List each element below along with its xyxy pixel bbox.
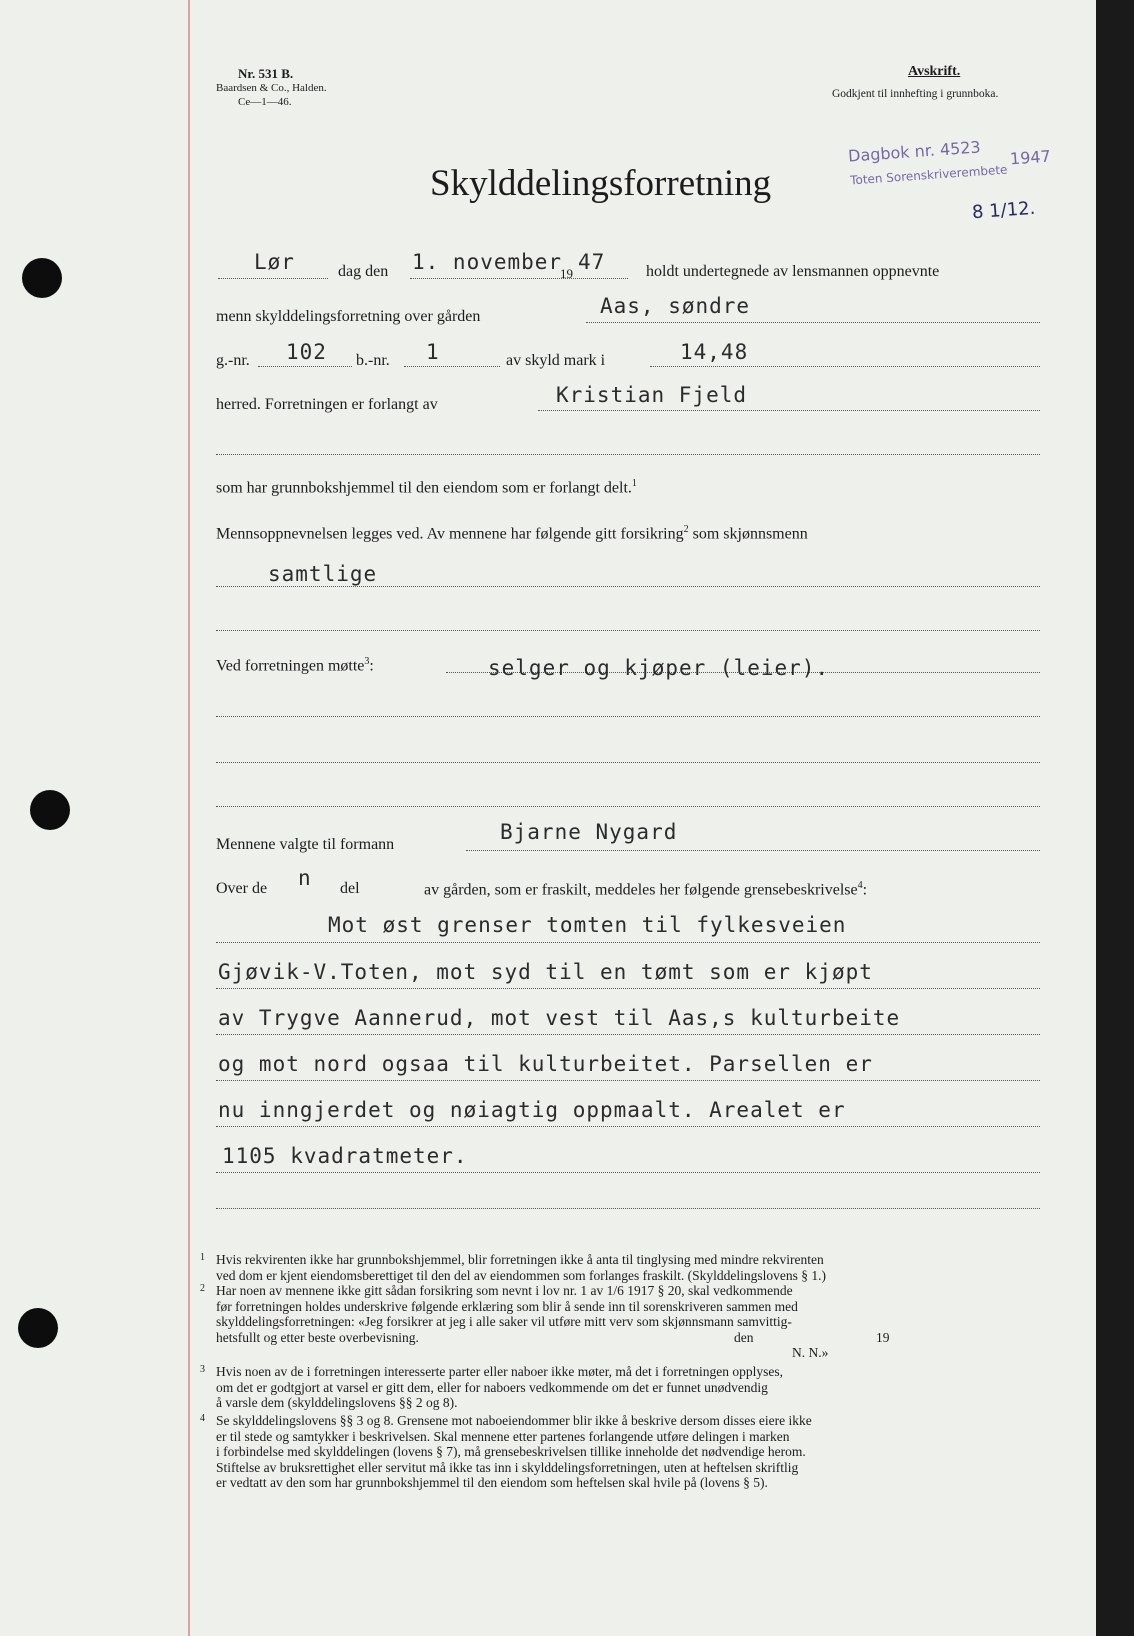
diary-stamp-date: 8 1/12. [971, 197, 1036, 224]
desc-line-rule-1 [216, 942, 1040, 943]
farm-value: Aas, søndre [600, 294, 751, 318]
skyld-label: av skyld mark i [506, 352, 606, 369]
copy-label: Avskrift. [908, 64, 961, 79]
skyld-line [650, 366, 1040, 367]
farm-line [586, 322, 1040, 323]
bnr-value: 1 [426, 340, 440, 364]
formann-label: Mennene valgte til formann [216, 836, 395, 853]
form-number: Nr. 531 B. [238, 66, 294, 81]
footnote-4: 4 Se skylddelingslovens §§ 3 og 8. Grensene mot naboeiendommer blir ikke å beskrive dersom disses eiere ikke er til stede og samtykker i beskrivelsen. Skal mennene etter partenes forlangende utføre delingen i marken i forbindelse med skylddelingen (lovens § 7), må grensebeskrivelsen tillike inneholde det nødvendige herom. Stiftelse av bruksrettighet eller servitut må ikke tas inn i skylddelingsforretningen, uten at heftelsen skriftlig er vedtatt av den som har grunnbokshjemmel til den eiendom som heftelsen skal hvile på (lovens § 5). [200, 1413, 812, 1490]
blank-line-3 [216, 716, 1040, 717]
gnr-label: g.-nr. [216, 352, 250, 369]
held-text: holdt undertegnede av lensmannen oppnevnte [646, 263, 940, 280]
mote-label: Ved forretningen møtte$^3$: [216, 656, 374, 675]
print-code: Ce—1—46. [238, 96, 292, 108]
bnr-label: b.-nr. [356, 352, 390, 369]
description-line: nu inngjerdet og nøiagtig oppmaalt. Arealet er [218, 1098, 846, 1122]
description-line: Gjøvik-V.Toten, mot syd til en tømt som er kjøpt [218, 960, 873, 984]
margin-rule [188, 0, 190, 1636]
gnr-line [258, 366, 352, 367]
footnote-1: 1 Hvis rekvirenten ikke har grunnbokshjemmel, blir forretningen ikke å anta til tinglysing med mindre rekvirenten ved dom er kjent eiendomsberettiget til den del av eiendommen som forlanges fraskilt. (Skylddelingslovens § 1.) [200, 1252, 826, 1283]
bnr-line [404, 366, 500, 367]
punch-hole-middle [30, 790, 70, 830]
year-prefix: 19 [560, 266, 573, 281]
desc-line-rule-4 [216, 1080, 1040, 1081]
diary-stamp-office: Toten Sorenskriverembete [849, 162, 1008, 188]
description-line: 1105 kvadratmeter. [222, 1144, 468, 1168]
punch-hole-bottom [18, 1308, 58, 1348]
desc-line-rule-2 [216, 988, 1040, 989]
over-value: n [298, 866, 312, 890]
footnote-2: 2 Har noen av mennene ikke gitt sådan forsikring som nevnt i lov nr. 1 av 1/6 1917 § 20, skal vedkommende før forretningen holdes underskrive følgende erklæring som blir å sende inn til sorenskriveren sammen med skylddelingsforretningen: «Jeg forsikrer at jeg i alle saker vil utføre mitt verv som skjønnsmann samvittig- hetsfullt og etter beste overbevisning. den 19 N. N.» [200, 1283, 890, 1360]
requester-line [538, 410, 1040, 411]
document-title: Skylddelingsforretning [430, 163, 772, 204]
requester-value: Kristian Fjeld [556, 383, 748, 407]
approval-note: Godkjent til innhefting i grunnboka. [832, 88, 999, 100]
blank-line-2 [216, 630, 1040, 631]
description-line: og mot nord ogsaa til kulturbeitet. Parsellen er [218, 1052, 873, 1076]
desc-line-rule-6 [216, 1172, 1040, 1173]
over-label: Over de [216, 880, 268, 897]
grense-label: av gården, som er fraskilt, meddeles her følgende grensebeskrivelse$^4$: [424, 880, 868, 899]
weekday-value: Lør [254, 250, 295, 274]
publisher: Baardsen & Co., Halden. [216, 82, 327, 94]
forsikring-value: samtlige [268, 562, 378, 586]
description-line: av Trygve Aannerud, mot vest til Aas,s kulturbeite [218, 1006, 901, 1030]
year-value: 47 [578, 250, 606, 274]
diary-stamp-number: Dagbok nr. 4523 [847, 137, 982, 166]
punch-hole-top [22, 258, 62, 298]
description-line: Mot øst grenser tomten til fylkesveien [328, 913, 847, 937]
desc-line-rule-7 [216, 1208, 1040, 1209]
date-line [410, 278, 628, 279]
gnr-value: 102 [286, 340, 327, 364]
farm-label: menn skylddelingsforretning over gården [216, 308, 481, 325]
mote-value: selger og kjøper (leier). [488, 656, 830, 680]
diary-stamp-year: 1947 [1009, 146, 1052, 169]
desc-line-rule-5 [216, 1126, 1040, 1127]
formann-line [466, 850, 1040, 851]
herred-label: herred. Forretningen er forlangt av [216, 396, 438, 413]
forsikring-line [216, 586, 1040, 587]
footnote-3: 3 Hvis noen av de i forretningen interesserte parter eller naboer ikke møter, må det i forretningen opplyses, om det er godtgjort at varsel er gitt dem, eller for naboers vedkommende om det er funnet unødvendig å varsle dem (skylddelingslovens §§ 2 og 8). [200, 1364, 784, 1410]
blank-line-1 [216, 454, 1040, 455]
desc-line-rule-3 [216, 1034, 1040, 1035]
skyld-value: 14,48 [680, 340, 749, 364]
weekday-line [218, 278, 328, 279]
formann-value: Bjarne Nygard [500, 820, 678, 844]
oppnevnelse-text: Mennsoppnevnelsen legges ved. Av mennene har følgende gitt forsikring$^2$ som skjønnsmenn [216, 524, 808, 543]
blank-line-5 [216, 806, 1040, 807]
blank-line-4 [216, 762, 1040, 763]
grunnbok-text: som har grunnbokshjemmel til den eiendom som er forlangt delt.$^1$ [216, 478, 637, 497]
date-value: 1. november [412, 250, 563, 274]
del-label: del [340, 880, 360, 897]
dag-label: dag den [338, 263, 389, 280]
